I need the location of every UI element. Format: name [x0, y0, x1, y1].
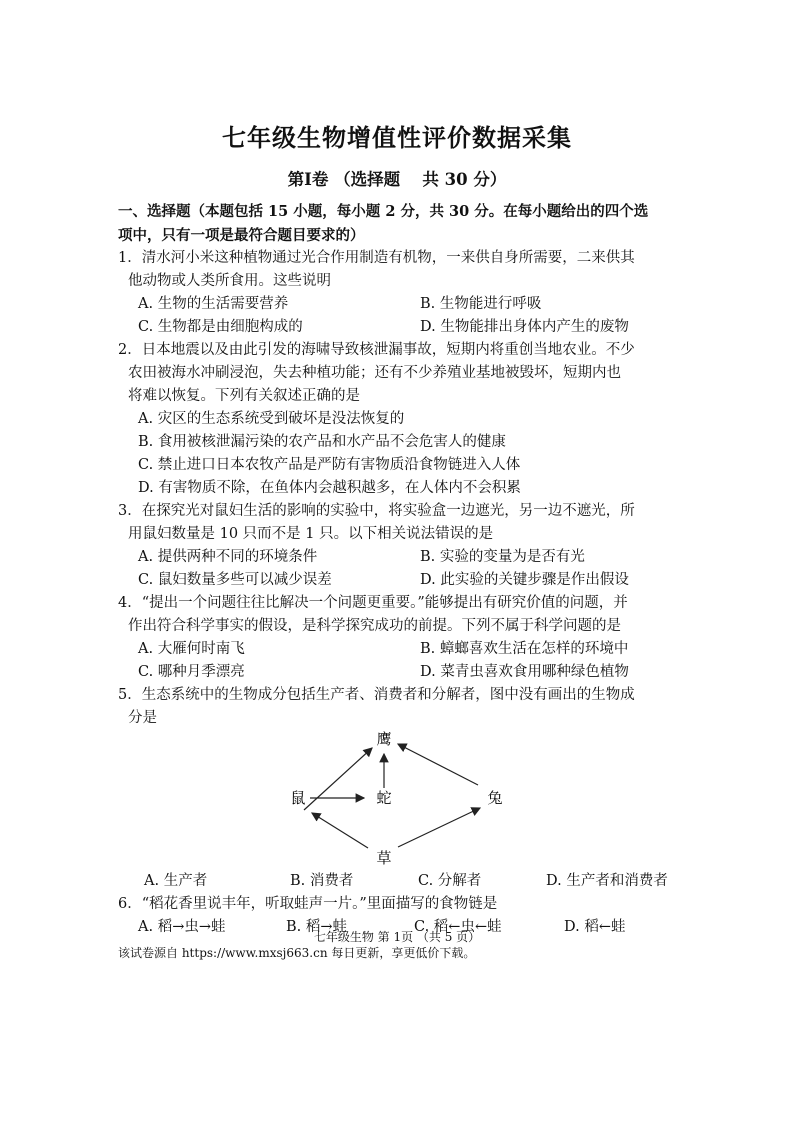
question-text-cont: 他动物或人类所食用。这些说明 — [128, 273, 331, 289]
node-eagle: 鹰 — [376, 730, 392, 748]
option-a: A. 生物的生活需要营养 — [138, 296, 289, 312]
question-number: 6． — [118, 896, 142, 912]
option-b: B. 蟑螂喜欢生活在怎样的环境中 — [420, 641, 629, 657]
source-note: 该试卷源自 https://www.mxsj663.cn 每日更新，享更低价下载。 — [118, 946, 476, 960]
arrow-grass-rabbit — [398, 808, 480, 847]
option-c: C. 分解者 — [418, 873, 482, 889]
question-2 — [118, 339, 688, 362]
question-text: “提出一个问题往往比解决一个问题更重要。”能够提出有研究价值的问题，并 — [141, 595, 628, 611]
option-c: C. 哪种月季漂亮 — [138, 664, 245, 680]
node-mouse: 鼠 — [290, 789, 306, 807]
question-text-cont: 分是 — [128, 710, 157, 726]
question-6 — [118, 893, 688, 916]
option-a: A. 稻→虫→蛙 — [138, 919, 226, 935]
option-c: C. 鼠妇数量多些可以减少误差 — [138, 572, 332, 588]
option-a: A. 大雁何时南飞 — [138, 641, 245, 657]
arrow-grass-mouse — [312, 813, 368, 848]
question-text-cont: 用鼠妇数量是 10 只而不是 1 只。以下相关说法错误的是 — [128, 526, 494, 542]
option-a: A. 提供两种不同的环境条件 — [138, 549, 318, 565]
question-number: 4． — [118, 595, 142, 611]
option-c: C. 生物都是由细胞构成的 — [138, 319, 303, 335]
option-a: A. 生产者 — [144, 873, 208, 889]
question-number: 2． — [118, 342, 142, 358]
page-footer: 七年级生物 第 1页 （共 5 页） — [313, 930, 481, 944]
node-grass: 草 — [376, 849, 392, 867]
question-text: 生态系统中的生物成分包括生产者、消费者和分解者，图中没有画出的生物成 — [141, 687, 635, 703]
option-d: D. 此实验的关键步骤是作出假设 — [420, 572, 629, 588]
arrow-rabbit-eagle — [398, 744, 478, 785]
section-heading: 一、选择题 — [118, 203, 191, 220]
option-b: B. 消费者 — [290, 873, 354, 889]
options-row — [118, 293, 688, 316]
question-text: 在探究光对鼠妇生活的影响的实验中，将实验盒一边遮光，另一边不遮光，所 — [141, 503, 635, 519]
option-c: C. 稻←虫←蛙 — [414, 919, 502, 935]
question-text-cont: 农田被海水冲刷浸泡，失去种植功能；还有不少养殖业基地被毁坏，短期内也 — [128, 365, 621, 381]
option-b: B. 实验的变量为是否有光 — [420, 549, 585, 565]
option-d: D. 生物能排出身体内产生的废物 — [420, 319, 629, 335]
option-d: D. 菜青虫喜欢食用哪种绿色植物 — [420, 664, 629, 680]
question-text: 日本地震以及由此引发的海啸导致核泄漏事故，短期内将重创当地农业。不少 — [141, 342, 635, 358]
node-rabbit: 兔 — [487, 789, 503, 807]
arrow-mouse-eagle — [304, 748, 372, 810]
options-row — [118, 638, 688, 661]
option-d: D. 生产者和消费者 — [546, 873, 668, 889]
options-row — [118, 661, 688, 684]
question-number: 3． — [118, 503, 142, 519]
page-title: 七年级生物增值性评价数据采集 — [222, 123, 572, 152]
options-row — [118, 870, 688, 893]
question-text-cont: 将难以恢复。下列有关叙述正确的是 — [128, 388, 360, 404]
option-b: B. 生物能进行呼吸 — [420, 296, 542, 312]
section-heading-line — [118, 200, 688, 224]
question-text: 清水河小米这种植物通过光合作用制造有机物，一来供自身所需要，二来供其 — [141, 250, 635, 266]
options-row — [118, 546, 688, 569]
food-web-svg — [118, 730, 688, 870]
options-row — [118, 316, 688, 339]
page-subtitle: 第Ⅰ卷 （选择题 共 30 分） — [287, 170, 507, 189]
section-desc-1: （本题包括 15 小题，每小题 2 分，共 30 分。在每小题给出的四个选 — [190, 203, 649, 220]
question-number: 5． — [118, 687, 142, 703]
option-b: B. 食用被核泄漏污染的农产品和水产品不会危害人的健康 — [138, 434, 506, 450]
option-d: D. 稻←蛙 — [564, 919, 626, 935]
option-a: A. 灾区的生态系统受到破坏是没法恢复的 — [138, 411, 405, 427]
node-snake: 蛇 — [376, 789, 392, 807]
question-1 — [118, 247, 688, 270]
section-desc-2: 项中，只有一项是最符合题目要求的） — [118, 227, 365, 244]
exam-body — [118, 200, 688, 939]
question-3 — [118, 500, 688, 523]
question-text: “稻花香里说丰年，听取蛙声一片。”里面描写的食物链是 — [141, 896, 498, 912]
question-5 — [118, 684, 688, 707]
question-number: 1． — [118, 250, 142, 266]
options-row — [118, 569, 688, 592]
question-text-cont: 作出符合科学事实的假设，是科学探究成功的前提。下列不属于科学问题的是 — [128, 618, 621, 634]
option-d: D. 有害物质不除，在鱼体内会越积越多，在人体内不会积累 — [138, 480, 521, 496]
option-c: C. 禁止进口日本农牧产品是严防有害物质沿食物链进入人体 — [138, 457, 521, 473]
option-b: B. 稻→蛙 — [286, 919, 348, 935]
question-4 — [118, 592, 688, 615]
food-web-diagram — [118, 730, 688, 870]
